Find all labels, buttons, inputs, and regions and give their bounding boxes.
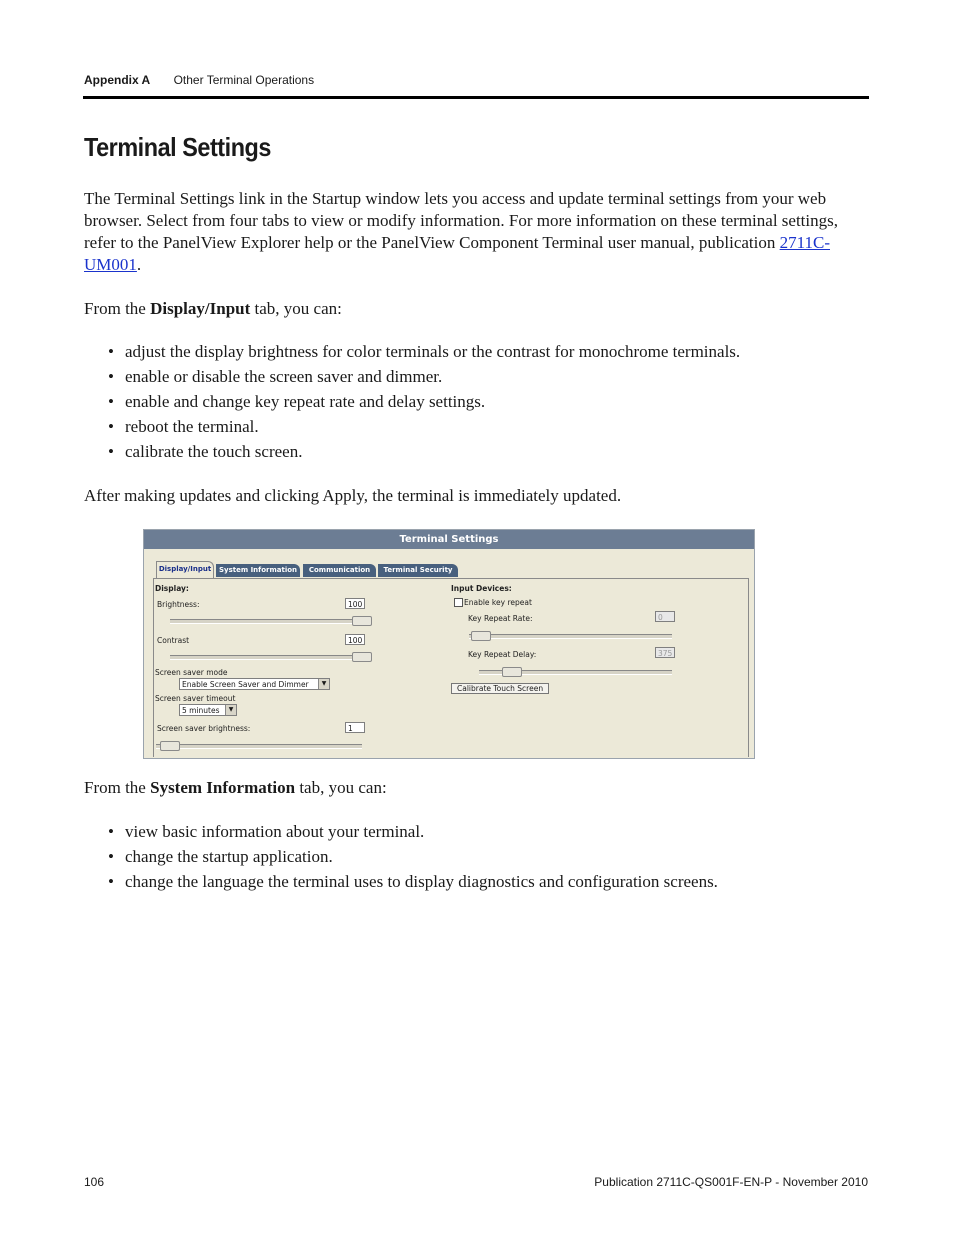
key-repeat-delay-input[interactable]: 375 (655, 647, 675, 658)
screen-saver-mode-label: Screen saver mode (155, 668, 228, 677)
contrast-input[interactable]: 100 (345, 634, 365, 645)
brightness-input[interactable]: 100 (345, 598, 365, 609)
list-item: • calibrate the touch screen. (108, 439, 740, 464)
screen-saver-mode-select[interactable] (179, 678, 330, 690)
display-input-intro (84, 298, 874, 320)
screen-saver-brightness-input[interactable]: 1 (345, 722, 365, 733)
running-header (84, 73, 314, 87)
intro-paragraph (84, 188, 874, 276)
contrast-slider-track[interactable] (170, 655, 370, 660)
tab-display-input[interactable]: Display/Input (156, 561, 214, 579)
list-item: • reboot the terminal. (108, 414, 740, 439)
key-repeat-rate-input[interactable]: 0 (655, 611, 675, 622)
list-item: • enable and change key repeat rate and delay settings. (108, 389, 740, 414)
system-info-intro (84, 777, 874, 799)
key-repeat-rate-slider-track[interactable] (469, 634, 672, 639)
intro-prefix: From the (84, 778, 151, 797)
input-devices-heading: Input Devices: (451, 584, 512, 593)
key-repeat-rate-slider-thumb[interactable] (471, 631, 491, 641)
key-repeat-delay-slider-thumb[interactable] (502, 667, 522, 677)
intro-suffix: tab, you can: (250, 299, 342, 318)
brightness-slider-track[interactable] (170, 619, 370, 624)
page-number: 106 (84, 1175, 105, 1189)
screen-saver-timeout-select[interactable] (179, 704, 237, 716)
system-info-tab-name: System Information (150, 778, 296, 797)
terminal-settings-screenshot (143, 529, 755, 759)
screenshot-title: Terminal Settings (144, 530, 754, 549)
list-item: • adjust the display brightness for color terminals or the contrast for monochrome terminals. (108, 339, 740, 364)
list-item: • enable or disable the screen saver and dimmer. (108, 364, 740, 389)
list-item: • change the language the terminal uses to display diagnostics and configuration screens. (108, 869, 718, 894)
key-repeat-rate-label: Key Repeat Rate: (468, 614, 533, 623)
screen-saver-brightness-slider-track[interactable] (156, 744, 362, 749)
screen-saver-brightness-label: Screen saver brightness: (157, 724, 251, 733)
enable-key-repeat-checkbox[interactable] (454, 598, 463, 607)
tab-terminal-security[interactable]: Terminal Security (378, 564, 458, 577)
brightness-slider-thumb[interactable] (352, 616, 372, 626)
display-input-tab-name: Display/Input (150, 299, 251, 318)
enable-key-repeat-label: Enable key repeat (464, 598, 532, 607)
publication-info: Publication 2711C-QS001F-EN-P - November 2010 (594, 1175, 868, 1189)
list-item: • change the startup application. (108, 844, 718, 869)
manual-link[interactable]: 2711C-UM001 (84, 233, 830, 274)
screen-saver-timeout-value: 5 minutes (182, 706, 220, 715)
tab-communication[interactable]: Communication (303, 564, 376, 577)
dropdown-arrow-icon: ▼ (225, 705, 236, 715)
page-title: Terminal Settings (84, 132, 271, 162)
screen-saver-mode-value: Enable Screen Saver and Dimmer (182, 680, 309, 689)
intro-period: . (136, 255, 142, 274)
key-repeat-delay-label: Key Repeat Delay: (468, 650, 537, 659)
contrast-label: Contrast (157, 636, 190, 645)
brightness-label: Brightness: (157, 600, 200, 609)
system-info-bullets (108, 819, 718, 894)
intro-suffix: tab, you can: (295, 778, 387, 797)
dropdown-arrow-icon: ▼ (318, 679, 329, 689)
header-section: Appendix A (84, 73, 151, 87)
calibrate-touch-screen-button[interactable]: Calibrate Touch Screen (451, 683, 549, 694)
display-input-bullets (108, 339, 740, 464)
list-item: • view basic information about your terminal. (108, 819, 718, 844)
after-updates-paragraph: After making updates and clicking Apply, the terminal is immediately updated. (84, 486, 622, 505)
display-heading: Display: (155, 584, 189, 593)
screen-saver-brightness-slider-thumb[interactable] (160, 741, 180, 751)
tab-system-information[interactable]: System Information (216, 564, 300, 577)
header-chapter: Other Terminal Operations (173, 73, 315, 87)
header-rule (83, 96, 869, 99)
screen-saver-timeout-label: Screen saver timeout (155, 694, 236, 703)
intro-text: The Terminal Settings link in the Startup window lets you access and update terminal settings from your web browser. Select from four tabs to view or modify information. For more information on these terminal settings, refer to the PanelView Explorer help or the PanelView Component Terminal user manual, publication (84, 189, 838, 252)
contrast-slider-thumb[interactable] (352, 652, 372, 662)
intro-prefix: From the (84, 299, 151, 318)
